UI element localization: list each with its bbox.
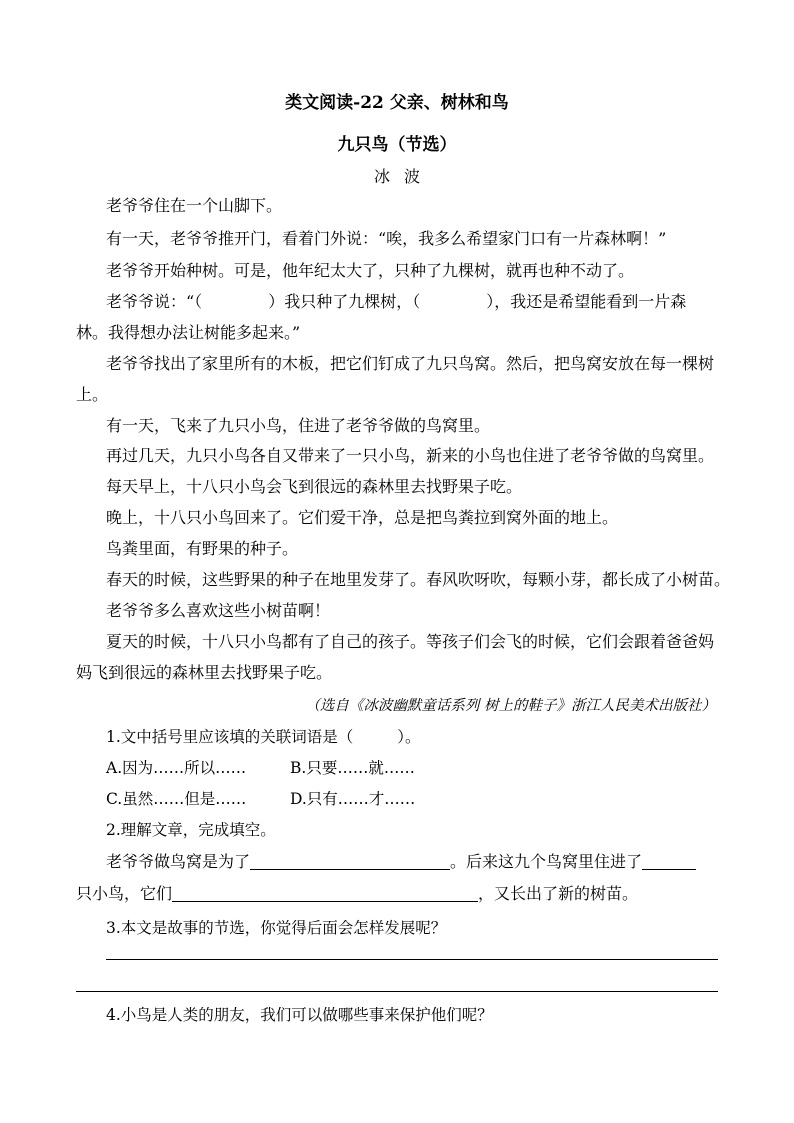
story-paragraph-5: 老爷爷找出了家里所有的木板，把它们钉成了九只鸟窝。然后，把鸟窝安放在每一棵树: [106, 354, 715, 373]
question-1-text: 1.文中括号里应该填的关联词语是（: [106, 728, 354, 746]
story-paragraph-11: 春天的时候，这些野果的种子在地里发芽了。春风吹呀吹，每颗小芽，都长成了小树苗。: [106, 570, 731, 589]
question-1-option-d[interactable]: D.只有……才……: [290, 790, 416, 808]
page-title: 类文阅读-22 父亲、树林和鸟: [285, 93, 509, 113]
story-paragraph-8: 每天早上，十八只小鸟会飞到很远的森林里去找野果子吃。: [106, 477, 523, 496]
question-1: [106, 727, 421, 747]
story-paragraph-2: 有一天，老爷爷推开门，看着门外说：“唉，我多么希望家门口有一片森林啊！”: [106, 229, 667, 248]
question-2-line-1-part-a: 老爷爷做鸟窝是为了: [106, 852, 251, 871]
story-author: 冰波: [373, 167, 434, 186]
question-2-blank-count[interactable]: [642, 853, 696, 870]
question-2-line-2: [76, 884, 638, 904]
story-paragraph-4: [106, 292, 686, 312]
question-3-answer-line-2[interactable]: [76, 991, 718, 992]
question-1-option-b[interactable]: B.只要……就……: [290, 759, 415, 777]
story-title: 九只鸟（节选）: [337, 135, 457, 155]
question-2-line-2-part-b: ，又长出了新的树苗。: [478, 884, 639, 903]
source-citation: （选自《冰波幽默童话系列 树上的鞋子》浙江人民美术出版社）: [305, 698, 716, 714]
story-paragraph-7: 再过几天，九只小鸟各自又带来了一只小鸟，新来的小鸟也住进了老爷爷做的鸟窝里。: [106, 446, 715, 465]
paragraph-4-part-b: ）我只种了九棵树，（: [268, 292, 421, 311]
question-2-blank-action[interactable]: [172, 885, 478, 902]
question-2-blank-purpose[interactable]: [250, 853, 450, 870]
paragraph-4-part-c: ），我还是希望能看到一片森: [486, 292, 687, 311]
question-3-answer-line-1[interactable]: [106, 959, 718, 960]
story-paragraph-5-continued: 上。: [76, 385, 109, 404]
question-2-line-1-part-b: 。后来这九个鸟窝里住进了: [450, 852, 643, 871]
story-paragraph-1: 老爷爷住在一个山脚下。: [106, 196, 283, 215]
question-2: 2.理解文章，完成填空。: [106, 821, 276, 839]
story-paragraph-3: 老爷爷开始种树。可是，他年纪太大了，只种了九棵树，就再也种不动了。: [106, 261, 635, 280]
question-1-option-a[interactable]: A.因为……所以……: [106, 759, 247, 777]
story-paragraph-6: 有一天，飞来了九只小鸟，住进了老爷爷做的鸟窝里。: [106, 416, 491, 435]
story-paragraph-13: 夏天的时候，十八只小鸟都有了自己的孩子。等孩子们会飞的时候，它们会跟着爸爸妈: [106, 632, 715, 651]
question-4: 4.小鸟是人类的朋友，我们可以做哪些事来保护他们呢？: [106, 1006, 493, 1024]
question-3: 3.本文是故事的节选，你觉得后面会怎样发展呢？: [106, 919, 447, 937]
question-2-line-2-part-a: 只小鸟，它们: [76, 884, 173, 903]
story-paragraph-10: 鸟粪里面，有野果的种子。: [106, 539, 299, 558]
story-paragraph-13-continued: 妈飞到很远的森林里去找野果子吃。: [76, 663, 333, 682]
question-2-line-1: [106, 852, 696, 872]
paragraph-4-part-a: 老爷爷说：“（: [106, 292, 203, 311]
question-1-option-c[interactable]: C.虽然……但是……: [106, 790, 247, 808]
story-paragraph-12: 老爷爷多么喜欢这些小树苗啊！: [106, 601, 331, 620]
question-1-end: ）。: [397, 728, 421, 746]
story-paragraph-4-continued: 林。我得想办法让树能多起来。”: [76, 323, 301, 342]
story-paragraph-9: 晚上，十八只小鸟回来了。它们爱干净，总是把鸟粪拉到窝外面的地上。: [106, 508, 619, 527]
